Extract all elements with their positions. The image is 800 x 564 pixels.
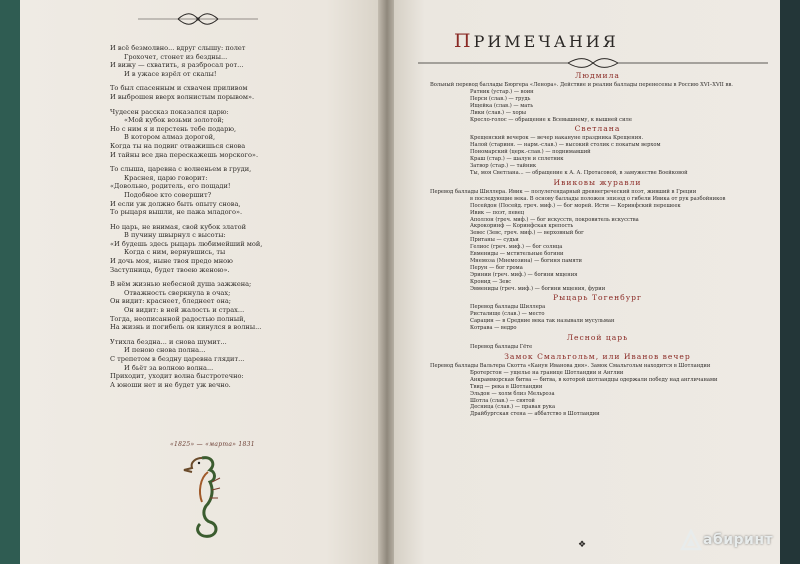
note-line: Вольный перевод баллады Бюргера «Ленора». Действие и реалии баллады перенесены в Россию XVI–XVII вв. [430, 82, 733, 88]
book-cover-edge-right [780, 0, 800, 564]
poem-line: Когда с ним, вернувшись, ты [124, 248, 226, 257]
note-line: Котрава — ведро [470, 325, 517, 332]
poem-line: И тайны все дна перескажешь морского». [110, 150, 259, 159]
note-line: Бротерстон — ущелье на границе Шотландии и Англии [470, 369, 624, 376]
poem-line: Утихла бездна... и снова шумит... [110, 337, 227, 346]
note-line: Евмениды — мстительные богини [470, 251, 564, 258]
poem-line: Тогда, неописанной радостью полный, [110, 314, 246, 323]
note-line: Эвмениды (греч. миф.) — богини мщения, фурии [470, 285, 606, 292]
note-line: Аполлон (греч. миф.) — бог искусств, покровитель искусства [470, 216, 639, 223]
note-line: Крещенский вечерок — вечер накануне праздника Крещения. [470, 135, 644, 142]
note-line: Сарацин — в Средние века так называли мусульман [470, 318, 615, 325]
note-line: Кресло-голос — обращение к Всевышнему, к вышней силе [470, 116, 632, 123]
poem-line: С трепетом в бездну царевна глядит... [110, 355, 245, 363]
poem-line: То был спасенным и схвачен приливом [110, 84, 248, 93]
poem-line: На жизнь и погибель он кинулся в волны... [110, 323, 262, 332]
note-line: Ристалище (слав.) — место [470, 311, 545, 318]
poem-line: «Довольно, родитель, его пощади! [110, 182, 231, 191]
note-section-heading: Лесной царь [566, 333, 629, 343]
note-line: Пританы — судьи [470, 237, 519, 244]
note-line: Эринии (греч. миф.) — богини мщения [470, 271, 578, 278]
poem-line: И бьёт за волною волна... [124, 363, 214, 372]
note-line: Перевод баллады Шиллера [470, 304, 546, 311]
poem-line: Чудесен рассказ показался царю: [110, 107, 229, 116]
note-line: Перси (слав.) — грудь [470, 95, 531, 102]
note-section-heading: Светлана [574, 124, 621, 134]
note-line: Перун — бог грома [470, 264, 523, 271]
poem-line: В нём жизнью небесной душа зажжена; [110, 280, 252, 289]
note-line: Акрокоринф — Коринфская крепость [470, 223, 574, 230]
note-line: Мнемоза (Мнемозина) — богиня памяти [470, 257, 582, 264]
poem-line: В пучину швырнул с высоты: [124, 231, 226, 240]
poem-line: А юноши нет и не будет уж вечно. [110, 380, 231, 389]
note-line: Лики (слав.) — хоры [470, 109, 527, 116]
note-line: Шотла (слав.) — святой [470, 397, 535, 404]
poem-line: В котором алмаз дорогой, [124, 133, 216, 142]
poem-line: Краснея, царю говорит: [124, 173, 208, 182]
note-line: Перевод баллады Шиллера. Ивик — полулегендарный древнегреческий поэт, живший в Греции [430, 188, 697, 195]
poem-line: И в ужасе взрёл от скалы! [124, 69, 217, 78]
poem-line: Грохочет, стонет из бездны... [124, 52, 228, 61]
watermark-text: абиринт [703, 532, 774, 548]
poem-line: Он видит: краснеет, бледнеет она; [110, 297, 232, 306]
note-line: Ты, моя Светлана... — обращение к А. А. Протасовой, в замужестве Воейковой [470, 169, 688, 176]
poem-line: «Мой кубок возьми золотой; [124, 116, 224, 125]
note-line: Десница (слав.) — правая рука [470, 404, 556, 411]
poem-text [110, 44, 350, 389]
poem-line: Отважность сверкнула в очах; [124, 288, 231, 297]
note-line: Ратник (устар.) — воин [470, 88, 534, 95]
note-line: Эльдон — холм близ Мельроза [470, 390, 555, 397]
note-line: Ивик — поэт, певец [470, 209, 525, 216]
note-line: Перевод баллады Вальтера Скотта «Канун Иванова дня». Замок Смальгольм находится в Шотландии [430, 363, 711, 369]
left-page [20, 0, 380, 564]
poem-line: То слыша, царевна с волненьем в груди, [110, 165, 252, 174]
labirint-logo-icon [680, 529, 702, 551]
notes-text [430, 70, 765, 418]
bottom-fleuron-icon: ❖ [578, 540, 587, 550]
seahorse-illustration-icon [172, 452, 226, 544]
poem-line: И выброшен вверх волнистым порывом». [110, 92, 255, 101]
note-line: Перевод баллады Гёте [470, 344, 533, 351]
right-page [394, 0, 780, 564]
page-title: ПРИМЕЧАНИЯ [454, 30, 619, 52]
note-line: Гелиос (греч. миф.) — бог солнца [470, 244, 563, 251]
note-line: Анкрамморская битва — битва, в которой шотландцы одержали победу над англичанами [470, 376, 718, 383]
note-line: Налой (старинн. — нарм.-слав.) — высокий столик с покатым верхом [470, 142, 661, 149]
poem-date: «1825» — «марта» 1831 [170, 441, 255, 448]
note-section-heading: Замок Смальгольм, или Иванов вечер [504, 352, 691, 361]
top-ornament-icon [138, 12, 258, 24]
note-line: Затвор (стар.) — тайник [470, 163, 537, 170]
note-section-heading: Рыцарь Тогенбург [552, 293, 643, 303]
note-line: Зевес (Зевс, греч. миф.) — верховный бог [470, 230, 584, 237]
note-section-heading: Ивиковы журавли [553, 177, 642, 187]
poem-line: Он видит: в ней жалость и страх... [124, 306, 245, 315]
poem-line: Приходит, уходит волна быстротечно: [110, 372, 244, 381]
poem-line: И если уж должно быть опыту снова, [110, 199, 241, 208]
note-line: Твид — река в Шотландии [470, 383, 543, 390]
poem-line: То рыцаря вышли, не пажа младого». [110, 208, 243, 217]
poem-line: Подобное кто совершит? [124, 190, 212, 199]
poem-line: Но царь, не внимая, свой кубок златой [110, 222, 247, 231]
poem-line: И дочь моя, ныне твоя предо мною [110, 257, 233, 266]
poem-line: «И будешь здесь рыцарь любимейший мой, [110, 239, 263, 248]
watermark-logo [680, 528, 773, 552]
note-line: Краш (стар.) — шалун и сплетник [470, 156, 564, 163]
poem-line: И всё безмолвно... вдруг слышу: полет [110, 44, 246, 52]
title-rule-ornament-icon [418, 55, 768, 69]
note-line: Кронид — Зевс [470, 278, 512, 285]
note-section-heading: Людмила [575, 71, 620, 80]
note-line: Пономарский (церк.-слав.) — поднимавший [470, 149, 591, 156]
note-line: Посейдон (Посейд. греч. миф.) — бог морей. Истм — Коринфский перешеек [470, 202, 681, 209]
book-cover-edge [0, 0, 20, 564]
note-line: Ищейка (слав.) — мать [470, 102, 534, 109]
note-line: в последующие века. В основу баллады положен эпизод о гибели Ивика от рук разбойников [470, 195, 726, 202]
poem-line: Но с ним я и перстень тебе подарю, [110, 124, 237, 133]
poem-line: И пеною снова полна... [124, 346, 206, 355]
poem-line: Когда ты на подвиг отважишься снова [110, 141, 246, 150]
poem-line: И вижу — схватить, я разбросал рот... [110, 61, 244, 70]
poem-line: Заступница, будет твоею женою». [110, 265, 230, 274]
note-line: Драйбургская стена — аббатство в Шотландии [470, 411, 600, 418]
